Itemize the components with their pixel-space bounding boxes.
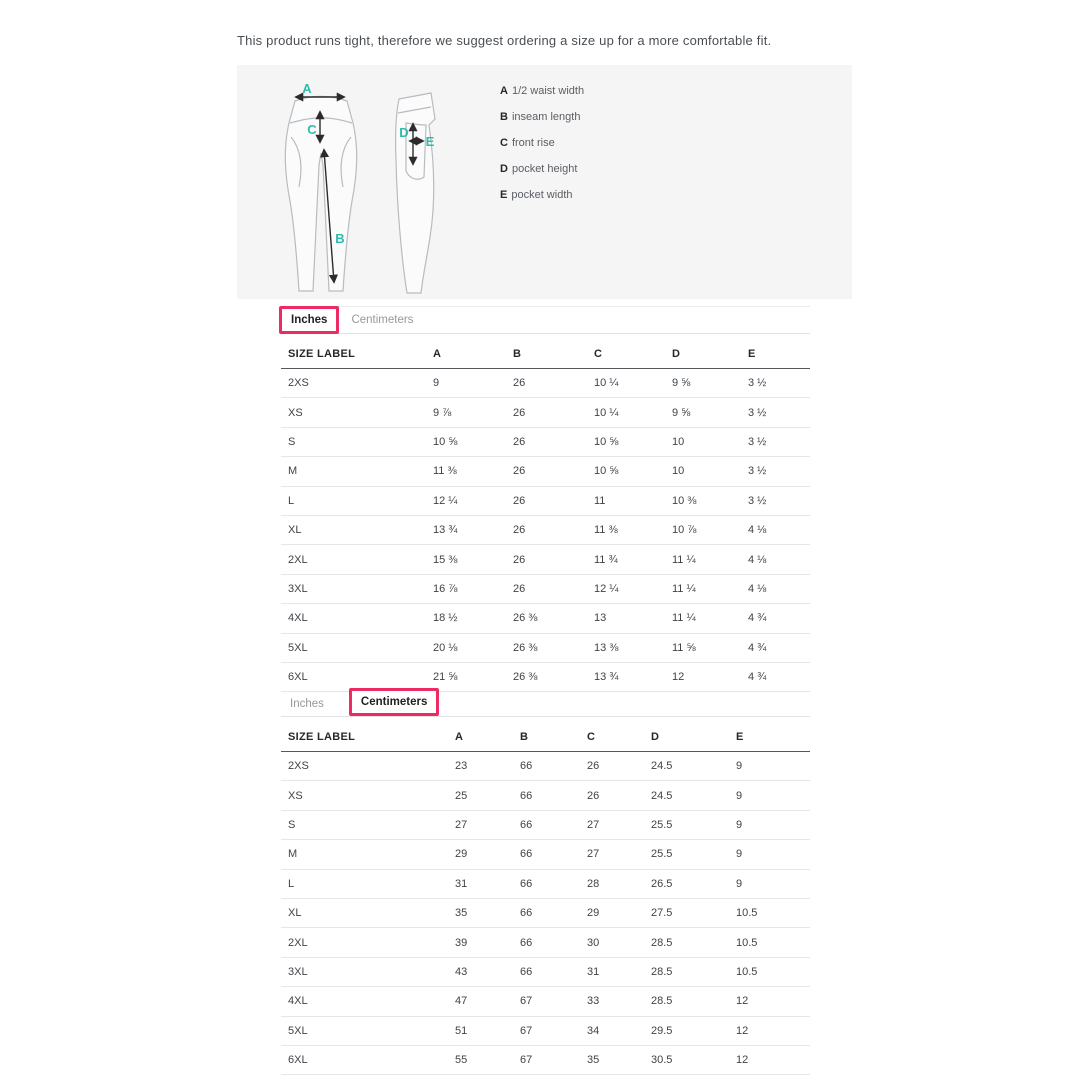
- size-label-cell: 4XL: [288, 995, 308, 1008]
- table-row: [281, 428, 810, 457]
- header-e: E: [736, 730, 744, 743]
- cell-b: 66: [520, 907, 533, 920]
- cell-b: 26: [513, 553, 526, 566]
- cell-c: 34: [587, 1024, 600, 1037]
- table-header-row: [281, 339, 810, 369]
- unit-tabs-inches: [281, 306, 810, 334]
- cell-c: 12 ¼: [594, 582, 619, 595]
- legend-label: pocket height: [511, 163, 578, 175]
- tab-inches[interactable]: Inches: [290, 697, 324, 710]
- cell-e: 4 ⅛: [748, 524, 767, 537]
- size-label-cell: 4XL: [288, 612, 308, 625]
- table-row: [281, 487, 810, 516]
- cell-e: 3 ½: [748, 377, 767, 390]
- table-row: [281, 958, 810, 987]
- measurement-legend: [500, 78, 584, 208]
- cell-c: 10 ¼: [594, 406, 619, 419]
- legend-letter: B: [500, 111, 508, 123]
- cell-d: 11 ¼: [672, 612, 696, 625]
- measurement-diagram-panel: [237, 65, 852, 299]
- cell-b: 26: [513, 406, 526, 419]
- cell-e: 9: [736, 760, 743, 773]
- cell-a: 13 ¾: [433, 524, 458, 537]
- cell-c: 11 ¾: [594, 553, 618, 566]
- size-label-cell: XS: [288, 406, 303, 419]
- legend-item: [500, 104, 584, 130]
- size-label-cell: L: [288, 877, 295, 890]
- cell-a: 21 ⅝: [433, 671, 458, 684]
- table-row: [281, 811, 810, 840]
- diagram-label-e: E: [425, 134, 435, 149]
- legend-letter: E: [500, 189, 508, 201]
- cell-e: 4 ⅛: [748, 582, 767, 595]
- cell-a: 29: [455, 848, 468, 861]
- legend-letter: C: [500, 137, 508, 149]
- header-size-label: SIZE LABEL: [288, 347, 356, 360]
- cell-e: 3 ½: [748, 465, 767, 478]
- table-header-row: [281, 722, 810, 752]
- cell-a: 9 ⅞: [433, 406, 452, 419]
- cell-c: 26: [587, 789, 600, 802]
- size-label-cell: 2XL: [288, 553, 308, 566]
- cell-d: 27.5: [651, 907, 673, 920]
- cell-d: 29.5: [651, 1024, 673, 1037]
- tab-centimeters[interactable]: Centimeters: [351, 314, 414, 326]
- cell-c: 13 ⅜: [594, 641, 619, 654]
- cell-a: 11 ⅜: [433, 465, 457, 478]
- cell-b: 26 ⅜: [513, 612, 538, 625]
- size-label-cell: S: [288, 435, 296, 448]
- diagram-label-d: D: [399, 125, 409, 140]
- cell-c: 10 ⅝: [594, 465, 619, 478]
- cell-d: 10 ⅜: [672, 494, 697, 507]
- size-label-cell: 3XL: [288, 965, 308, 978]
- cell-b: 26: [513, 524, 526, 537]
- leggings-front-icon: [285, 97, 356, 292]
- cell-a: 47: [455, 995, 468, 1008]
- centimeters-size-table: [281, 722, 810, 1075]
- cell-b: 67: [520, 995, 533, 1008]
- table-row: [281, 781, 810, 810]
- cell-c: 10 ⅝: [594, 435, 619, 448]
- cell-d: 9 ⅝: [672, 377, 691, 390]
- cell-e: 12: [736, 1024, 749, 1037]
- size-label-cell: S: [288, 818, 296, 831]
- cell-a: 18 ½: [433, 612, 458, 625]
- cell-e: 3 ½: [748, 406, 767, 419]
- size-label-cell: XS: [288, 789, 303, 802]
- cell-b: 26: [513, 494, 526, 507]
- cell-e: 12: [736, 995, 749, 1008]
- size-label-cell: 3XL: [288, 582, 308, 595]
- table-row: [281, 604, 810, 633]
- size-label-cell: 2XS: [288, 760, 309, 773]
- cell-a: 12 ¼: [433, 494, 458, 507]
- cell-e: 10.5: [736, 936, 758, 949]
- table-row: [281, 634, 810, 663]
- diagram-label-b: B: [335, 231, 345, 246]
- cell-c: 10 ¼: [594, 377, 619, 390]
- cell-e: 9: [736, 789, 743, 802]
- cell-a: 15 ⅜: [433, 553, 458, 566]
- cell-b: 67: [520, 1054, 533, 1067]
- cell-c: 13: [594, 612, 607, 625]
- cell-a: 9: [433, 377, 440, 390]
- cell-b: 26: [513, 377, 526, 390]
- table-row: [281, 928, 810, 957]
- header-e: E: [748, 347, 756, 360]
- cell-d: 25.5: [651, 848, 673, 861]
- cell-d: 12: [672, 671, 685, 684]
- cell-b: 66: [520, 818, 533, 831]
- table-row: [281, 1046, 810, 1075]
- table-row: [281, 987, 810, 1016]
- size-label-cell: 6XL: [288, 671, 308, 684]
- cell-e: 4 ¾: [748, 671, 767, 684]
- table-row: [281, 457, 810, 486]
- unit-tabs-centimeters: [281, 691, 810, 717]
- cell-a: 20 ⅛: [433, 641, 458, 654]
- table-row: [281, 398, 810, 427]
- legend-item: [500, 182, 584, 208]
- cell-c: 27: [587, 848, 600, 861]
- size-label-cell: XL: [288, 907, 302, 920]
- cell-e: 10.5: [736, 965, 758, 978]
- diagram-label-a: A: [302, 81, 312, 96]
- header-size-label: SIZE LABEL: [288, 730, 356, 743]
- cell-b: 26: [513, 435, 526, 448]
- size-label-cell: XL: [288, 524, 302, 537]
- cell-e: 10.5: [736, 907, 758, 920]
- size-label-cell: L: [288, 494, 295, 507]
- cell-b: 66: [520, 789, 533, 802]
- legend-label: pocket width: [511, 189, 573, 201]
- cell-c: 35: [587, 1054, 600, 1067]
- header-b: B: [520, 730, 529, 743]
- cell-b: 66: [520, 965, 533, 978]
- legend-label: inseam length: [511, 111, 581, 123]
- header-d: D: [672, 347, 681, 360]
- cell-a: 39: [455, 936, 468, 949]
- cell-a: 10 ⅝: [433, 435, 458, 448]
- table-row: [281, 752, 810, 781]
- cell-c: 28: [587, 877, 600, 890]
- size-label-cell: 5XL: [288, 641, 308, 654]
- cell-e: 4 ¾: [748, 641, 767, 654]
- size-label-cell: M: [288, 848, 298, 861]
- cell-b: 26: [513, 465, 526, 478]
- cell-e: 9: [736, 848, 743, 861]
- legend-item: [500, 130, 584, 156]
- cell-e: 9: [736, 818, 743, 831]
- cell-a: 51: [455, 1024, 468, 1037]
- cell-a: 31: [455, 877, 468, 890]
- cell-b: 66: [520, 848, 533, 861]
- cell-a: 16 ⅞: [433, 582, 458, 595]
- fit-note: This product runs tight, therefore we suggest ordering a size up for a more comfortable fit.: [237, 33, 772, 48]
- cell-d: 24.5: [651, 789, 673, 802]
- cell-b: 26 ⅜: [513, 641, 538, 654]
- cell-e: 9: [736, 877, 743, 890]
- size-label-cell: M: [288, 465, 298, 478]
- cell-d: 30.5: [651, 1054, 673, 1067]
- cell-d: 24.5: [651, 760, 673, 773]
- cell-c: 29: [587, 907, 600, 920]
- cell-b: 26 ⅜: [513, 671, 538, 684]
- legend-label: 1/2 waist width: [511, 85, 585, 97]
- cell-a: 43: [455, 965, 468, 978]
- legend-letter: D: [500, 163, 508, 175]
- cell-d: 28.5: [651, 995, 673, 1008]
- cell-a: 23: [455, 760, 468, 773]
- leggings-side-icon: [396, 93, 435, 293]
- header-c: C: [587, 730, 596, 743]
- cell-d: 26.5: [651, 877, 673, 890]
- cell-e: 12: [736, 1054, 749, 1067]
- header-a: A: [455, 730, 464, 743]
- inches-table-body: [281, 369, 810, 692]
- cell-b: 66: [520, 760, 533, 773]
- table-row: [281, 1017, 810, 1046]
- inches-size-table: [281, 339, 810, 692]
- legend-item: [500, 156, 584, 182]
- cell-d: 28.5: [651, 965, 673, 978]
- cell-e: 4 ⅛: [748, 553, 767, 566]
- tab-centimeters[interactable]: Centimeters: [349, 688, 439, 716]
- tab-inches[interactable]: Inches: [279, 306, 339, 334]
- cell-d: 28.5: [651, 936, 673, 949]
- cell-c: 26: [587, 760, 600, 773]
- cell-c: 27: [587, 818, 600, 831]
- diagram-label-c: C: [307, 122, 317, 137]
- cell-d: 10 ⅞: [672, 524, 697, 537]
- legend-letter: A: [500, 85, 508, 97]
- cell-d: 10: [672, 465, 685, 478]
- cell-a: 35: [455, 907, 468, 920]
- cell-b: 66: [520, 936, 533, 949]
- cell-a: 27: [455, 818, 468, 831]
- header-d: D: [651, 730, 660, 743]
- header-c: C: [594, 347, 603, 360]
- cell-e: 3 ½: [748, 494, 767, 507]
- table-row: [281, 840, 810, 869]
- header-a: A: [433, 347, 442, 360]
- table-row: [281, 545, 810, 574]
- table-row: [281, 575, 810, 604]
- size-label-cell: 2XL: [288, 936, 308, 949]
- table-row: [281, 369, 810, 398]
- cell-d: 25.5: [651, 818, 673, 831]
- table-row: [281, 516, 810, 545]
- cell-e: 4 ¾: [748, 612, 767, 625]
- cm-table-body: [281, 752, 810, 1075]
- cell-b: 66: [520, 877, 533, 890]
- legend-label: front rise: [511, 137, 555, 149]
- size-label-cell: 2XS: [288, 377, 309, 390]
- table-row: [281, 870, 810, 899]
- cell-d: 11 ¼: [672, 582, 696, 595]
- cell-d: 10: [672, 435, 685, 448]
- size-label-cell: 5XL: [288, 1024, 308, 1037]
- cell-c: 30: [587, 936, 600, 949]
- cell-a: 55: [455, 1054, 468, 1067]
- legend-item: [500, 78, 584, 104]
- cell-c: 33: [587, 995, 600, 1008]
- cell-c: 11 ⅜: [594, 524, 618, 537]
- header-b: B: [513, 347, 522, 360]
- cell-d: 11 ⅝: [672, 641, 696, 654]
- cell-e: 3 ½: [748, 435, 767, 448]
- cell-c: 31: [587, 965, 600, 978]
- cell-b: 67: [520, 1024, 533, 1037]
- cell-b: 26: [513, 582, 526, 595]
- cell-a: 25: [455, 789, 468, 802]
- cell-c: 13 ¾: [594, 671, 619, 684]
- table-row: [281, 899, 810, 928]
- cell-d: 9 ⅝: [672, 406, 691, 419]
- cell-c: 11: [594, 494, 606, 507]
- cell-d: 11 ¼: [672, 553, 696, 566]
- size-label-cell: 6XL: [288, 1054, 308, 1067]
